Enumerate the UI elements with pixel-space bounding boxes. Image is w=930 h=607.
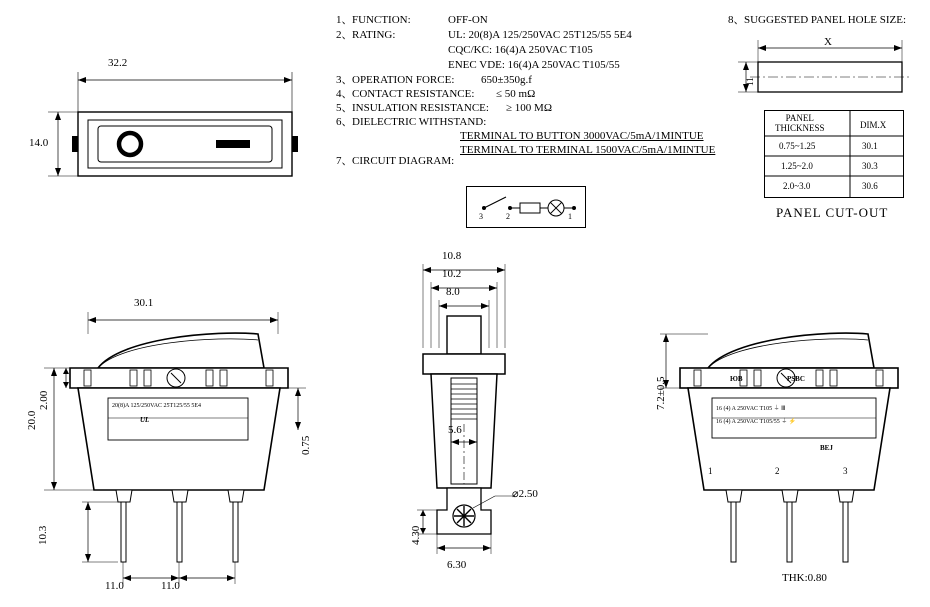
top-view xyxy=(30,50,310,210)
rear-view-height-dim: 7.2±0.5 xyxy=(655,376,667,410)
circuit-terminal-3: 3 xyxy=(479,212,483,221)
front-view xyxy=(26,290,326,590)
front-view-marking: 20(8)A 125/250VAC 25T125/55 5E4 xyxy=(112,403,202,409)
spec-4-label: CONTACT RESISTANCE: xyxy=(352,88,475,100)
spec-7-label: CIRCUIT DIAGRAM: xyxy=(352,155,455,167)
side-view-dim-6-30: 6.30 xyxy=(447,559,467,571)
front-view-shoulder-dim: 2.00 xyxy=(38,390,50,410)
side-view-dim-10-8: 10.8 xyxy=(442,250,462,262)
side-view-dim-5-6: 5.6 xyxy=(448,424,462,436)
panel-cutout-caption: PANEL CUT-OUT xyxy=(776,205,889,220)
side-view-dim-diameter: ⌀2.50 xyxy=(512,488,538,500)
front-view-pitch-left: 11.0 xyxy=(105,580,124,592)
spec-5-num: 5、 xyxy=(336,102,353,114)
rear-view-label-line-1: 16 (4) A 250VAC T105 ⏚ Ⅲ xyxy=(716,406,786,412)
rear-view-thickness-note: THK:0.80 xyxy=(782,572,827,584)
circuit-terminal-2: 2 xyxy=(506,212,510,221)
front-view-ul-mark: UL xyxy=(140,416,150,424)
spec-3-num: 3、 xyxy=(336,74,353,86)
spec-2-label: RATING: xyxy=(352,29,396,41)
spec-4-num: 4、 xyxy=(336,88,353,100)
side-view-dim-8-0: 8.0 xyxy=(446,286,460,298)
spec-2-value: UL: 20(8)A 125/250VAC 25T125/55 5E4 xyxy=(448,29,632,41)
rear-view-terminal-3: 3 xyxy=(843,466,848,476)
panel-table-r2-c1: 30.6 xyxy=(862,181,878,191)
spec-5-value: ≥ 100 MΩ xyxy=(506,102,552,114)
spec-3-label: OPERATION FORCE: xyxy=(352,74,455,86)
panel-heading: SUGGESTED PANEL HOLE SIZE: xyxy=(744,14,907,26)
front-view-width-dim: 30.1 xyxy=(134,297,154,309)
rear-view-label-line-2: 16 (4) A 250VAC T105/55 ⏚ ⚡ xyxy=(716,419,797,425)
front-view-height-dim: 20.0 xyxy=(26,410,38,430)
spec-1-label: FUNCTION: xyxy=(352,14,411,26)
front-view-pin-len-dim: 10.3 xyxy=(37,525,49,545)
side-view xyxy=(395,248,585,568)
side-view-dim-10-2: 10.2 xyxy=(442,268,462,280)
spec-6-num: 6、 xyxy=(336,116,353,128)
spec-1-num: 1、 xyxy=(336,14,353,26)
top-view-height-dim: 14.0 xyxy=(29,137,49,149)
top-view-width-dim: 32.2 xyxy=(108,57,128,69)
specification-list xyxy=(336,14,716,169)
rear-view-mark-right: PSBC xyxy=(787,375,805,383)
panel-table-header-dimx: DIM.X xyxy=(860,120,887,130)
spec-2-line-1: CQC/KC: 16(4)A 250VAC T105 xyxy=(448,44,593,56)
panel-table-r1-c0: 1.25~2.0 xyxy=(781,161,813,171)
spec-2-num: 2、 xyxy=(336,29,353,41)
panel-heading-num: 8、 xyxy=(728,14,745,26)
panel-table-r2-c0: 2.0~3.0 xyxy=(783,181,811,191)
spec-4-value: ≤ 50 mΩ xyxy=(496,88,536,100)
panel-dim-y-label: 11 xyxy=(745,77,755,86)
spec-6-label: DIELECTRIC WITHSTAND: xyxy=(352,116,487,128)
panel-table-r0-c1: 30.1 xyxy=(862,141,878,151)
spec-5-label: INSULATION RESISTANCE: xyxy=(352,102,489,114)
rear-view-terminal-2: 2 xyxy=(775,466,780,476)
spec-1-value: OFF-ON xyxy=(448,14,488,26)
circuit-diagram xyxy=(466,186,586,228)
panel-dim-x-label: X xyxy=(824,36,832,48)
panel-table-r0-c0: 0.75~1.25 xyxy=(779,141,816,151)
rear-view-mark-left: ЮB xyxy=(730,375,743,383)
panel-table-header-thickness: PANEL THICKNESS xyxy=(775,113,825,133)
rear-view-terminal-1: 1 xyxy=(708,466,713,476)
spec-7-num: 7、 xyxy=(336,155,353,167)
circuit-terminal-1: 1 xyxy=(568,212,572,221)
panel-table-r1-c1: 30.3 xyxy=(862,161,878,171)
spec-2-line-2: ENEC VDE: 16(4)A 250VAC T105/55 xyxy=(448,59,620,71)
front-view-pitch-right: 11.0 xyxy=(161,580,180,592)
front-view-right-dim: 0.75 xyxy=(300,435,312,455)
side-view-dim-4-30: 4.30 xyxy=(410,525,422,545)
spec-6-line-1: TERMINAL TO BUTTON 3000VAC/5mA/1MINTUE xyxy=(460,130,704,142)
spec-3-value: 650±350g.f xyxy=(481,74,532,86)
spec-6-line-2: TERMINAL TO TERMINAL 1500VAC/5mA/1MINTUE xyxy=(460,144,716,156)
rear-view xyxy=(640,290,920,590)
rear-view-brand: BEJ xyxy=(820,444,833,452)
